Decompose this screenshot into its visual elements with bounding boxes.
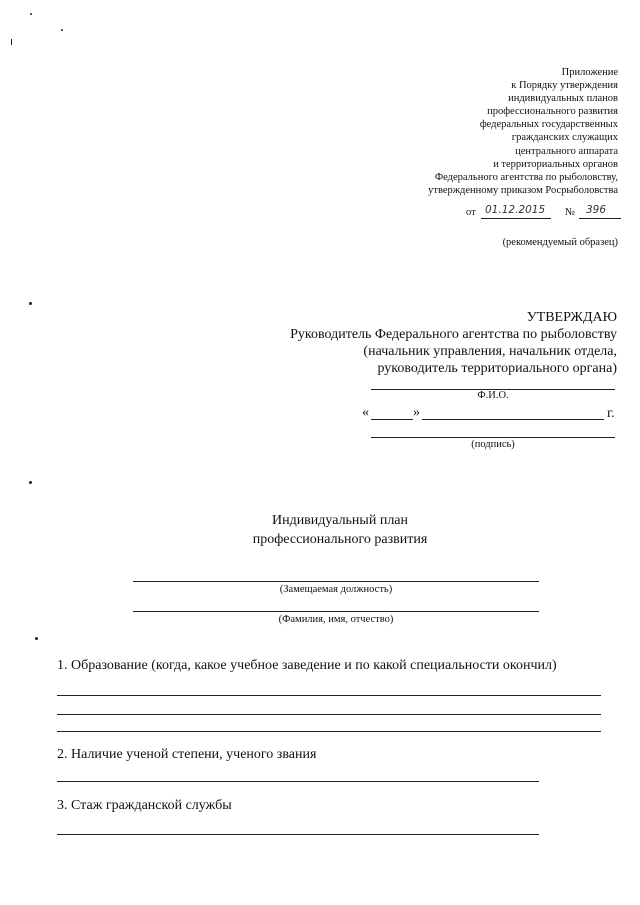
section-service-label: 3. Стаж гражданской службы [57,798,232,813]
appendix-line: Федерального агентства по рыболовству, [434,171,618,183]
position-line [133,581,539,582]
date-close-quote: » [413,405,420,420]
date-month-line [422,419,604,420]
order-ref [466,204,626,220]
date-open-quote: « [362,405,369,420]
section-education-line [57,714,601,715]
scan-speck [30,13,32,15]
date-day-line [371,419,413,420]
approval-block [197,309,617,377]
page-title [150,511,530,549]
scan-speck [35,637,38,640]
order-date-prefix: от [466,207,476,218]
section-education-label: 1. Образование (когда, какое учебное заведение и по какой специальности окончил) [57,658,557,673]
appendix-line: индивидуальных планов [508,93,618,105]
order-number-prefix: № [565,207,576,218]
appendix-line: профессионального развития [487,106,618,118]
order-date-value: 01.12.2015 [485,204,546,216]
approval-line: (начальник управления, начальник отдела, [363,344,617,359]
approval-date [362,404,622,424]
signature-caption: (подпись) [471,439,515,450]
scan-speck [29,302,32,305]
scan-speck [11,39,12,45]
date-year-suffix: г. [607,406,615,421]
appendix-line: Приложение [561,67,618,78]
appendix-line: и территориальных органов [493,158,618,170]
appendix-line: федеральных государственных [479,119,618,131]
appendix-line: центрального аппарата [515,145,618,157]
order-number-underline [579,218,621,219]
section-degree-label: 2. Наличие ученой степени, ученого звания [57,747,317,762]
approval-line: руководитель территориального органа) [377,361,617,376]
approval-line: Руководитель Федерального агентства по рыболовству [290,327,617,342]
signature-line [371,437,615,438]
title-line: профессионального развития [252,532,428,547]
appendix-line: гражданских служащих [511,132,618,144]
appendix-line: утвержденному приказом Росрыболовства [428,184,618,196]
appendix-line: к Порядку утверждения [511,80,618,92]
fio-caption: Ф.И.О. [477,390,509,401]
scan-speck [29,481,32,484]
order-date-underline [481,218,551,219]
scan-speck [61,29,63,31]
position-caption: (Замещаемая должность) [279,584,393,595]
section-education-line [57,731,601,732]
section-education-line [57,695,601,696]
approval-heading: УТВЕРЖДАЮ [526,310,617,325]
title-line: Индивидуальный план [271,513,409,528]
order-number-value: 396 [586,204,607,216]
appendix-block [298,66,618,197]
section-degree-line [57,781,539,782]
name-line [133,611,539,612]
section-service-line [57,834,539,835]
name-caption: (Фамилия, имя, отчество) [278,614,394,625]
recommended-sample-note: (рекомендуемый образец) [502,237,618,248]
